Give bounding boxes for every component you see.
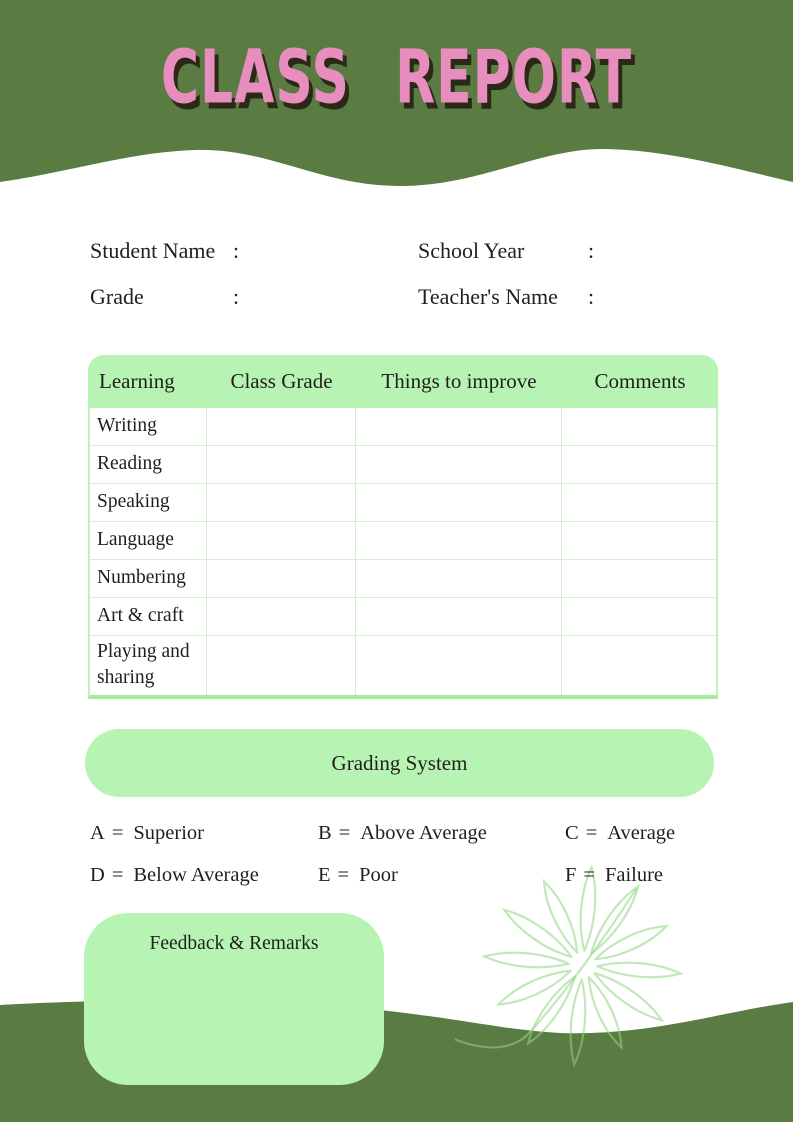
legend-meaning: Below Average (133, 864, 259, 886)
grading-system-banner (85, 729, 714, 797)
teacher-name-field (418, 278, 710, 310)
teacher-name-value[interactable] (594, 278, 710, 304)
legend-grade: E (318, 864, 331, 886)
grade-label: Grade (90, 284, 144, 309)
comments-cell[interactable] (562, 636, 714, 695)
grading-legend (90, 822, 730, 887)
table-row (90, 446, 716, 484)
legend-meaning: Average (607, 822, 676, 844)
table-row (90, 560, 716, 598)
learning-cell: Language (90, 522, 207, 559)
equals-sign: = (111, 864, 124, 886)
things-to-improve-cell[interactable] (356, 598, 562, 635)
class-grade-cell[interactable] (207, 636, 356, 695)
column-header-comments: Comments (594, 369, 686, 393)
equals-sign: = (583, 864, 595, 886)
comments-cell[interactable] (562, 598, 714, 635)
legend-grade: F (565, 864, 577, 886)
grading-system-title: Grading System (331, 750, 468, 775)
school-year-label: School Year (418, 238, 525, 263)
class-grade-cell[interactable] (207, 484, 356, 521)
legend-item-d (90, 864, 318, 887)
grade-field (90, 278, 418, 310)
student-name-value[interactable] (239, 232, 418, 258)
legend-item-f (565, 864, 730, 887)
legend-item-c (565, 822, 730, 845)
things-to-improve-cell[interactable] (356, 408, 562, 445)
school-year-value[interactable] (594, 232, 710, 258)
feedback-remarks-box (84, 913, 384, 1085)
equals-sign: = (338, 822, 351, 844)
learning-cell: Numbering (90, 560, 207, 597)
table-row (90, 484, 716, 522)
field-colon: : (588, 238, 595, 263)
student-name-label: Student Name (90, 238, 216, 263)
learning-cell: Playing and sharing (90, 636, 207, 695)
column-header-class-grade: Class Grade (230, 369, 333, 393)
table-row (90, 522, 716, 560)
equals-sign: = (111, 822, 124, 844)
report-table-header (88, 355, 718, 408)
equals-sign: = (585, 822, 598, 844)
equals-sign: = (337, 864, 350, 886)
legend-meaning: Above Average (360, 822, 487, 844)
field-colon: : (233, 284, 240, 309)
monstera-leaf-icon (455, 853, 705, 1093)
class-grade-cell[interactable] (207, 522, 356, 559)
feedback-remarks-content[interactable] (84, 955, 384, 1065)
field-colon: : (233, 238, 240, 263)
comments-cell[interactable] (562, 446, 714, 483)
comments-cell[interactable] (562, 522, 714, 559)
things-to-improve-cell[interactable] (356, 446, 562, 483)
student-name-field (90, 232, 418, 264)
legend-grade: B (318, 822, 332, 844)
class-grade-cell[interactable] (207, 446, 356, 483)
learning-cell: Art & craft (90, 598, 207, 635)
things-to-improve-cell[interactable] (356, 560, 562, 597)
page-title: CLASS REPORT (160, 36, 633, 122)
legend-item-e (318, 864, 565, 887)
table-row (90, 408, 716, 446)
things-to-improve-cell[interactable] (356, 522, 562, 559)
class-grade-cell[interactable] (207, 598, 356, 635)
legend-grade: D (90, 864, 105, 886)
table-row (90, 636, 716, 695)
student-info-section (90, 232, 710, 310)
legend-meaning: Failure (604, 864, 664, 886)
grade-value[interactable] (239, 278, 418, 304)
class-grade-cell[interactable] (207, 560, 356, 597)
teacher-name-label: Teacher's Name (418, 284, 558, 309)
table-row (90, 598, 716, 636)
learning-cell: Writing (90, 408, 207, 445)
legend-item-b (318, 822, 565, 845)
field-colon: : (588, 284, 595, 309)
feedback-remarks-title: Feedback & Remarks (149, 933, 319, 954)
legend-meaning: Poor (359, 864, 398, 886)
legend-item-a (90, 822, 318, 845)
learning-cell: Speaking (90, 484, 207, 521)
comments-cell[interactable] (562, 484, 714, 521)
things-to-improve-cell[interactable] (356, 484, 562, 521)
comments-cell[interactable] (562, 408, 714, 445)
things-to-improve-cell[interactable] (356, 636, 562, 695)
legend-meaning: Superior (133, 822, 204, 844)
column-header-learning: Learning (99, 369, 175, 393)
school-year-field (418, 232, 710, 264)
learning-cell: Reading (90, 446, 207, 483)
legend-grade: C (565, 822, 579, 844)
column-header-things-to-improve: Things to improve (381, 369, 537, 393)
class-grade-cell[interactable] (207, 408, 356, 445)
report-table (88, 408, 718, 699)
legend-grade: A (90, 822, 105, 844)
comments-cell[interactable] (562, 560, 714, 597)
